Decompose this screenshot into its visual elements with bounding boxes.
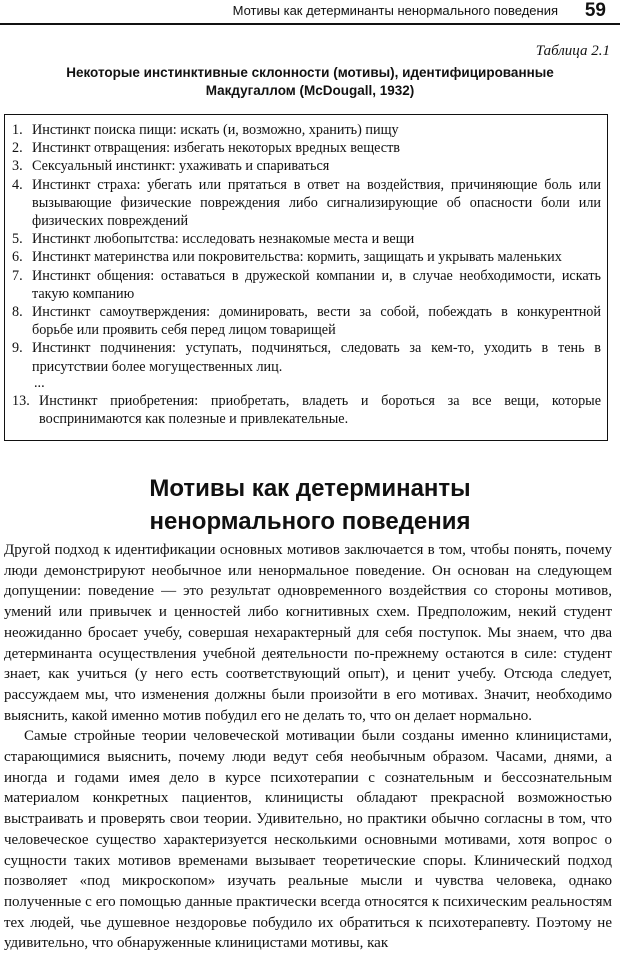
item-text: Инстинкт самоутверждения: доминировать, вести за собой, побеждать в конкурентной борьбе или проявить себя перед лицом товарищей	[32, 304, 601, 339]
item-text: Инстинкт отвращения: избегать некоторых вредных веществ	[32, 140, 400, 157]
instinct-table	[4, 114, 608, 441]
item-text: Инстинкт приобретения: приобретать, владеть и бороться за все вещи, которые воспринимаются как полезные и привлекательные.	[39, 392, 601, 428]
table-row	[12, 248, 601, 266]
item-number: 8.	[12, 304, 23, 321]
table-row	[12, 267, 601, 303]
running-title: Мотивы как детерминанты ненормального поведения	[232, 3, 558, 18]
item-text: Инстинкт подчинения: уступать, подчиняться, следовать за кем-то, уходить в тень в присутствии более могущественных лиц.	[32, 340, 601, 375]
item-number: 4.	[12, 176, 23, 193]
table-row	[12, 303, 601, 339]
item-number: 3.	[12, 158, 23, 175]
item-number: 1.	[12, 122, 23, 138]
body-text	[4, 540, 612, 954]
item-number: 7.	[12, 267, 23, 284]
table-row	[12, 230, 601, 248]
table-row	[12, 139, 601, 157]
table-row	[12, 339, 601, 375]
item-text: Инстинкт общения: оставаться в дружеской компании и, в случае необходимости, искать такую компанию	[32, 267, 601, 302]
table-row	[12, 121, 601, 139]
item-text: Инстинкт поиска пищи: искать (и, возможно, хранить) пищу	[32, 122, 399, 138]
page-number: 59	[584, 0, 606, 21]
section-heading-line-2: ненормального поведения	[149, 508, 471, 535]
header-rule	[0, 23, 620, 25]
table-title	[40, 64, 580, 100]
item-text: Инстинкт страха: убегать или прятаться в ответ на воздействия, причиняющие боль или вызывающие физические повреждения либо сигнализирующие об опасности боли или физических повреждений	[32, 176, 601, 230]
section-heading-line-1: Мотивы как детерминанты	[149, 475, 471, 502]
section-heading	[60, 472, 560, 538]
table-title-line-1: Некоторые инстинктивные склонности (мотивы), идентифицированные	[66, 65, 554, 80]
table-title-line-2: Макдугаллом (McDougall, 1932)	[205, 83, 415, 98]
paragraph: Самые стройные теории человеческой мотивации были созданы именно клиницистами, старающимися выяснить, почему люди ведут себя необычным образом. Часами, днями, а иногда и годами имея дело в курсе психотерапии с сознательным и бессознательным материалом конкретных пациентов, клиницисты обладают прекрасной возможностью выстраивать и проверять свои теории. Удивительно, но практики обычно согласны в том, что человеческое существо характеризуется несколькими основными мотивами, хотя вопрос о сущности таких мотивов временами вызывает теоретические споры. Клинический подход позволяет «под микроскопом» изучать реальные мысли и чувства человека, однако полученные с его помощью данные практически всегда относятся к психическим реальностям тех людей, чье душевное нездоровье побудило их обратиться к психотерапевту. Поэтому не удивительно, что обнаруженные клиницистами мотивы, как	[4, 728, 612, 952]
item-text: Сексуальный инстинкт: ухаживать и спариваться	[32, 158, 330, 175]
item-number: 5.	[12, 231, 23, 248]
item-number: 13.	[12, 392, 30, 409]
item-number: 2.	[12, 140, 23, 157]
table-ellipsis: ...	[34, 374, 45, 391]
paragraph: Другой подход к идентификации основных мотивов заключается в том, чтобы понять, почему люди демонстрируют необычное или ненормальное поведение. Он основан на следующем допущении: поведение — это результат одновременного воздействия со стороны мотивов, умений или привычек и ценностей либо когнитивных схем. Предположим, некий студент неожиданно бросает учебу, совершая нехарактерный для себя поступок. Мы знаем, что два детерминанта осуществления учебной деятельности по-прежнему остаются в силе: студент знает, как учиться (у него есть соответствующий опыт), и ценит учебу. Отсюда следует, рассуждаем мы, что изменения должны были произойти в его мотивах. Значит, необходимо выяснить, какой именно мотив побудил его не делать то, что он делает нормально.	[4, 542, 612, 724]
item-number: 9.	[12, 340, 23, 357]
item-text: Инстинкт материнства или покровительства: кормить, защищать и укрывать маленьких	[32, 249, 562, 266]
item-number: 6.	[12, 249, 23, 266]
page-header	[0, 0, 620, 30]
table-row	[12, 157, 601, 175]
table-row	[12, 176, 601, 231]
table-row	[12, 392, 601, 428]
item-text: Инстинкт любопытства: исследовать незнакомые места и вещи	[32, 231, 415, 248]
table-label: Таблица 2.1	[535, 43, 610, 59]
